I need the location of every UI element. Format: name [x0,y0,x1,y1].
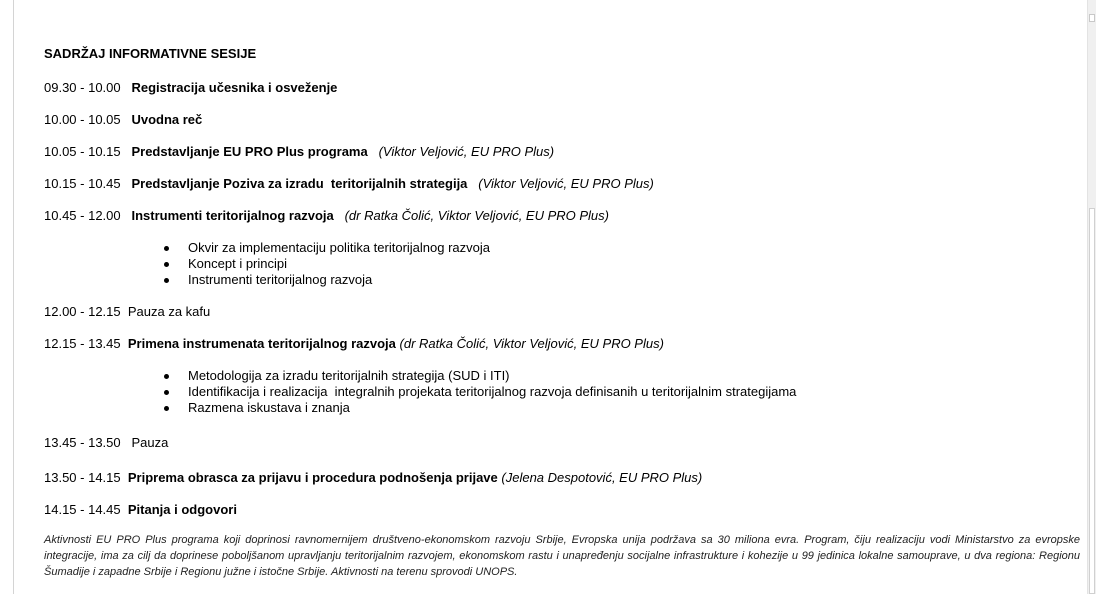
agenda-title: Instrumenti teritorijalnog razvoja [131,208,334,223]
agenda-row [44,112,202,128]
agenda-row [44,304,210,320]
agenda-title: Primena instrumenata teritorijalnog razvoja [127,336,396,351]
list-item-text: Okvir za implementaciju politika teritorijalnog razvoja [188,240,491,255]
agenda-time: 13.45 - 13.50 [44,435,121,450]
agenda-time: 12.15 - 13.45 [44,336,121,351]
page-left-border [13,0,14,594]
agenda-title: Pauza [131,435,169,450]
scroll-up-arrow-icon[interactable] [1089,14,1095,22]
agenda-title: Pitanja i odgovori [127,502,237,517]
agenda-title: Pauza za kafu [127,304,211,319]
bullet-icon [164,374,169,379]
agenda-row [44,80,337,96]
scroll-thumb[interactable] [1089,208,1095,594]
agenda-title: Predstavljanje EU PRO Plus programa [131,144,368,159]
section-heading: SADRŽAJ INFORMATIVNE SESIJE [44,46,257,61]
bullet-icon [164,262,169,267]
agenda-time: 10.05 - 10.15 [44,144,121,159]
agenda-time: 10.45 - 12.00 [44,208,121,223]
agenda-speaker: (dr Ratka Čolić, Viktor Veljović, EU PRO Plus) [344,208,609,223]
agenda-time: 13.50 - 14.15 [44,470,121,485]
agenda-title: Priprema obrasca za prijavu i procedura podnošenja prijave [127,470,498,485]
agenda-time: 09.30 - 10.00 [44,80,121,95]
bullet-icon [164,406,169,411]
agenda-row [44,176,654,192]
list-item-text: Instrumenti teritorijalnog razvoja [188,272,373,287]
list-item-text: Identifikacija i realizacija integralnih projekata teritorijalnog razvoja definisanih u teritorijalnim strategijama [188,384,797,399]
footer-note: Aktivnosti EU PRO Plus programa koji doprinosi ravnomernijem društveno-ekonomskom razvoju Srbije, Evropska unija podržava sa 30 miliona evra. Program, čiju realizaciju vodi Ministarstvo za evropske integracije, ima za cilj da doprinese poboljšanom upravljanju teritorijalnim razvojem, ekonomskom rastu i unapređenju socijalne infrastrukture i kohezije u 99 jedinica lokalne samouprave, u dva regiona: Regionu Šumadije i zapadne Srbije i Regionu južne i istočne Srbije. Aktivnosti na terenu sprovodi UNOPS. [44,534,1080,578]
list-item-text: Koncept i principi [188,256,287,271]
agenda-speaker: (Jelena Despotović, EU PRO Plus) [501,470,703,485]
agenda-row [44,502,237,518]
agenda-row [44,144,554,160]
bullet-icon [164,390,169,395]
list-item-text: Metodologija za izradu teritorijalnih strategija (SUD i ITI) [188,368,510,383]
agenda-row [44,336,664,352]
vertical-scrollbar[interactable] [1087,0,1096,594]
agenda-time: 10.00 - 10.05 [44,112,121,127]
list-item-text: Razmena iskustava i znanja [188,400,350,415]
agenda-time: 12.00 - 12.15 [44,304,121,319]
agenda-title: Uvodna reč [131,112,203,127]
agenda-row [44,435,168,451]
agenda-row [44,470,702,486]
bullet-icon [164,278,169,283]
agenda-speaker: (Viktor Veljović, EU PRO Plus) [378,144,555,159]
agenda-time: 10.15 - 10.45 [44,176,121,191]
agenda-speaker: (Viktor Veljović, EU PRO Plus) [478,176,654,191]
agenda-time: 14.15 - 14.45 [44,502,121,517]
bullet-icon [164,246,169,251]
agenda-title: Predstavljanje Poziva za izradu teritorijalnih strategija [131,176,468,191]
agenda-row [44,208,609,224]
agenda-title: Registracija učesnika i osveženje [131,80,338,95]
agenda-speaker: (dr Ratka Čolić, Viktor Veljović, EU PRO Plus) [399,336,664,351]
